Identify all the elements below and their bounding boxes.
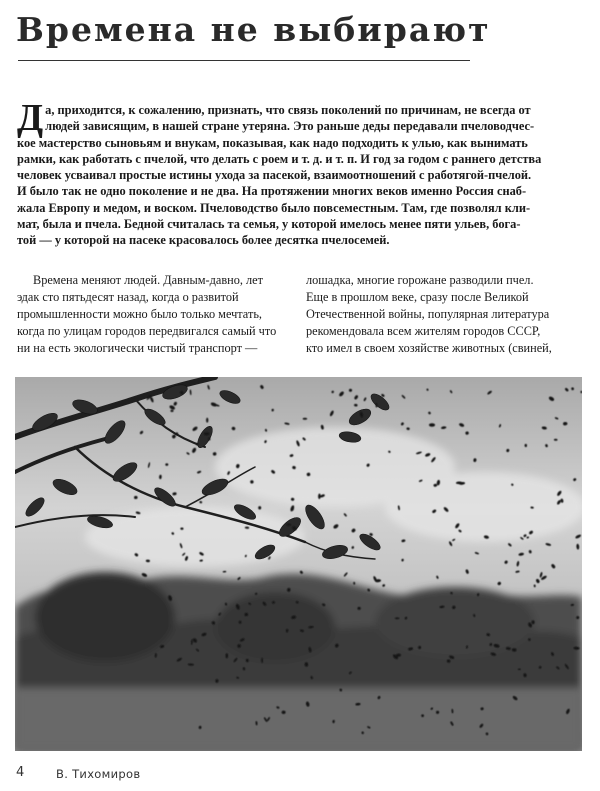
bee <box>303 418 307 420</box>
bee <box>429 423 435 426</box>
body-line: Времена меняют людей. Давным-давно, лет <box>33 273 263 287</box>
body-line: рекомендовала всем жителям городов СССР, <box>306 324 541 338</box>
drop-cap: Д <box>17 97 44 139</box>
article-title: Времена не выбирают <box>16 10 491 49</box>
lead-line: кое мастерство сыновьям и внукам, показывая, как надо подходить к улью, как вынимать <box>17 135 528 150</box>
lead-line: людей зависящим, в нашей стране утеряна. Это раньше деды передавали пчеловодчес- <box>45 119 535 134</box>
bee-swarm-photo <box>15 377 582 751</box>
lead-line: человек усваивал простые истины ухода за пасекой, взаимоотношений с работягой-пчелой. <box>17 168 532 183</box>
body-column-left <box>17 272 281 357</box>
body-line: кто имел в своем хозяйстве животных (свиней, <box>306 341 552 355</box>
body-line: ни на есть экологически чистый транспорт — <box>17 341 258 355</box>
body-line: Отечественной войны, популярная литература <box>306 307 550 321</box>
lead-line: той — у которой на пасеке красовалось более десятка пчелосемей. <box>17 233 390 248</box>
lead-line: рамки, как работать с пчелой, что делать с роем и т. д. и т. п. И год за годом с раннего детства <box>17 151 542 166</box>
body-line: эдак сто пятьдесят назад, когда о развитой <box>17 290 239 304</box>
bee <box>395 617 399 619</box>
body-line: Еще в прошлом веке, сразу после Великой <box>306 290 529 304</box>
lead-line: жала Европу и медом, и воском. Пчеловодство было повсеместным. Там, где позволял кли- <box>17 200 531 215</box>
bee <box>204 432 210 435</box>
body-line: лошадка, многие горожане разводили пчел. <box>306 273 534 287</box>
lead-line: И было так не одно поколение и не два. На протяжении многих веков именно Россия снаб- <box>17 184 527 199</box>
lead-line: а, приходится, к сожалению, признать, что связь поколений по причинам, не всегда от <box>45 103 531 117</box>
lead-line: мат, была и пчела. Бедной считалась та семья, у которой имелось менее пяти ульев, бога- <box>17 217 521 232</box>
author-name: В. Тихомиров <box>56 767 141 781</box>
title-underline <box>18 60 470 61</box>
lead-paragraph <box>17 97 583 249</box>
body-column-right <box>306 272 570 357</box>
body-line: когда по улицам городов передвигался самый что <box>17 324 277 338</box>
page-number: 4 <box>16 765 25 780</box>
body-line: промышленности можно было только мечтать, <box>17 307 263 321</box>
bee <box>282 711 286 714</box>
